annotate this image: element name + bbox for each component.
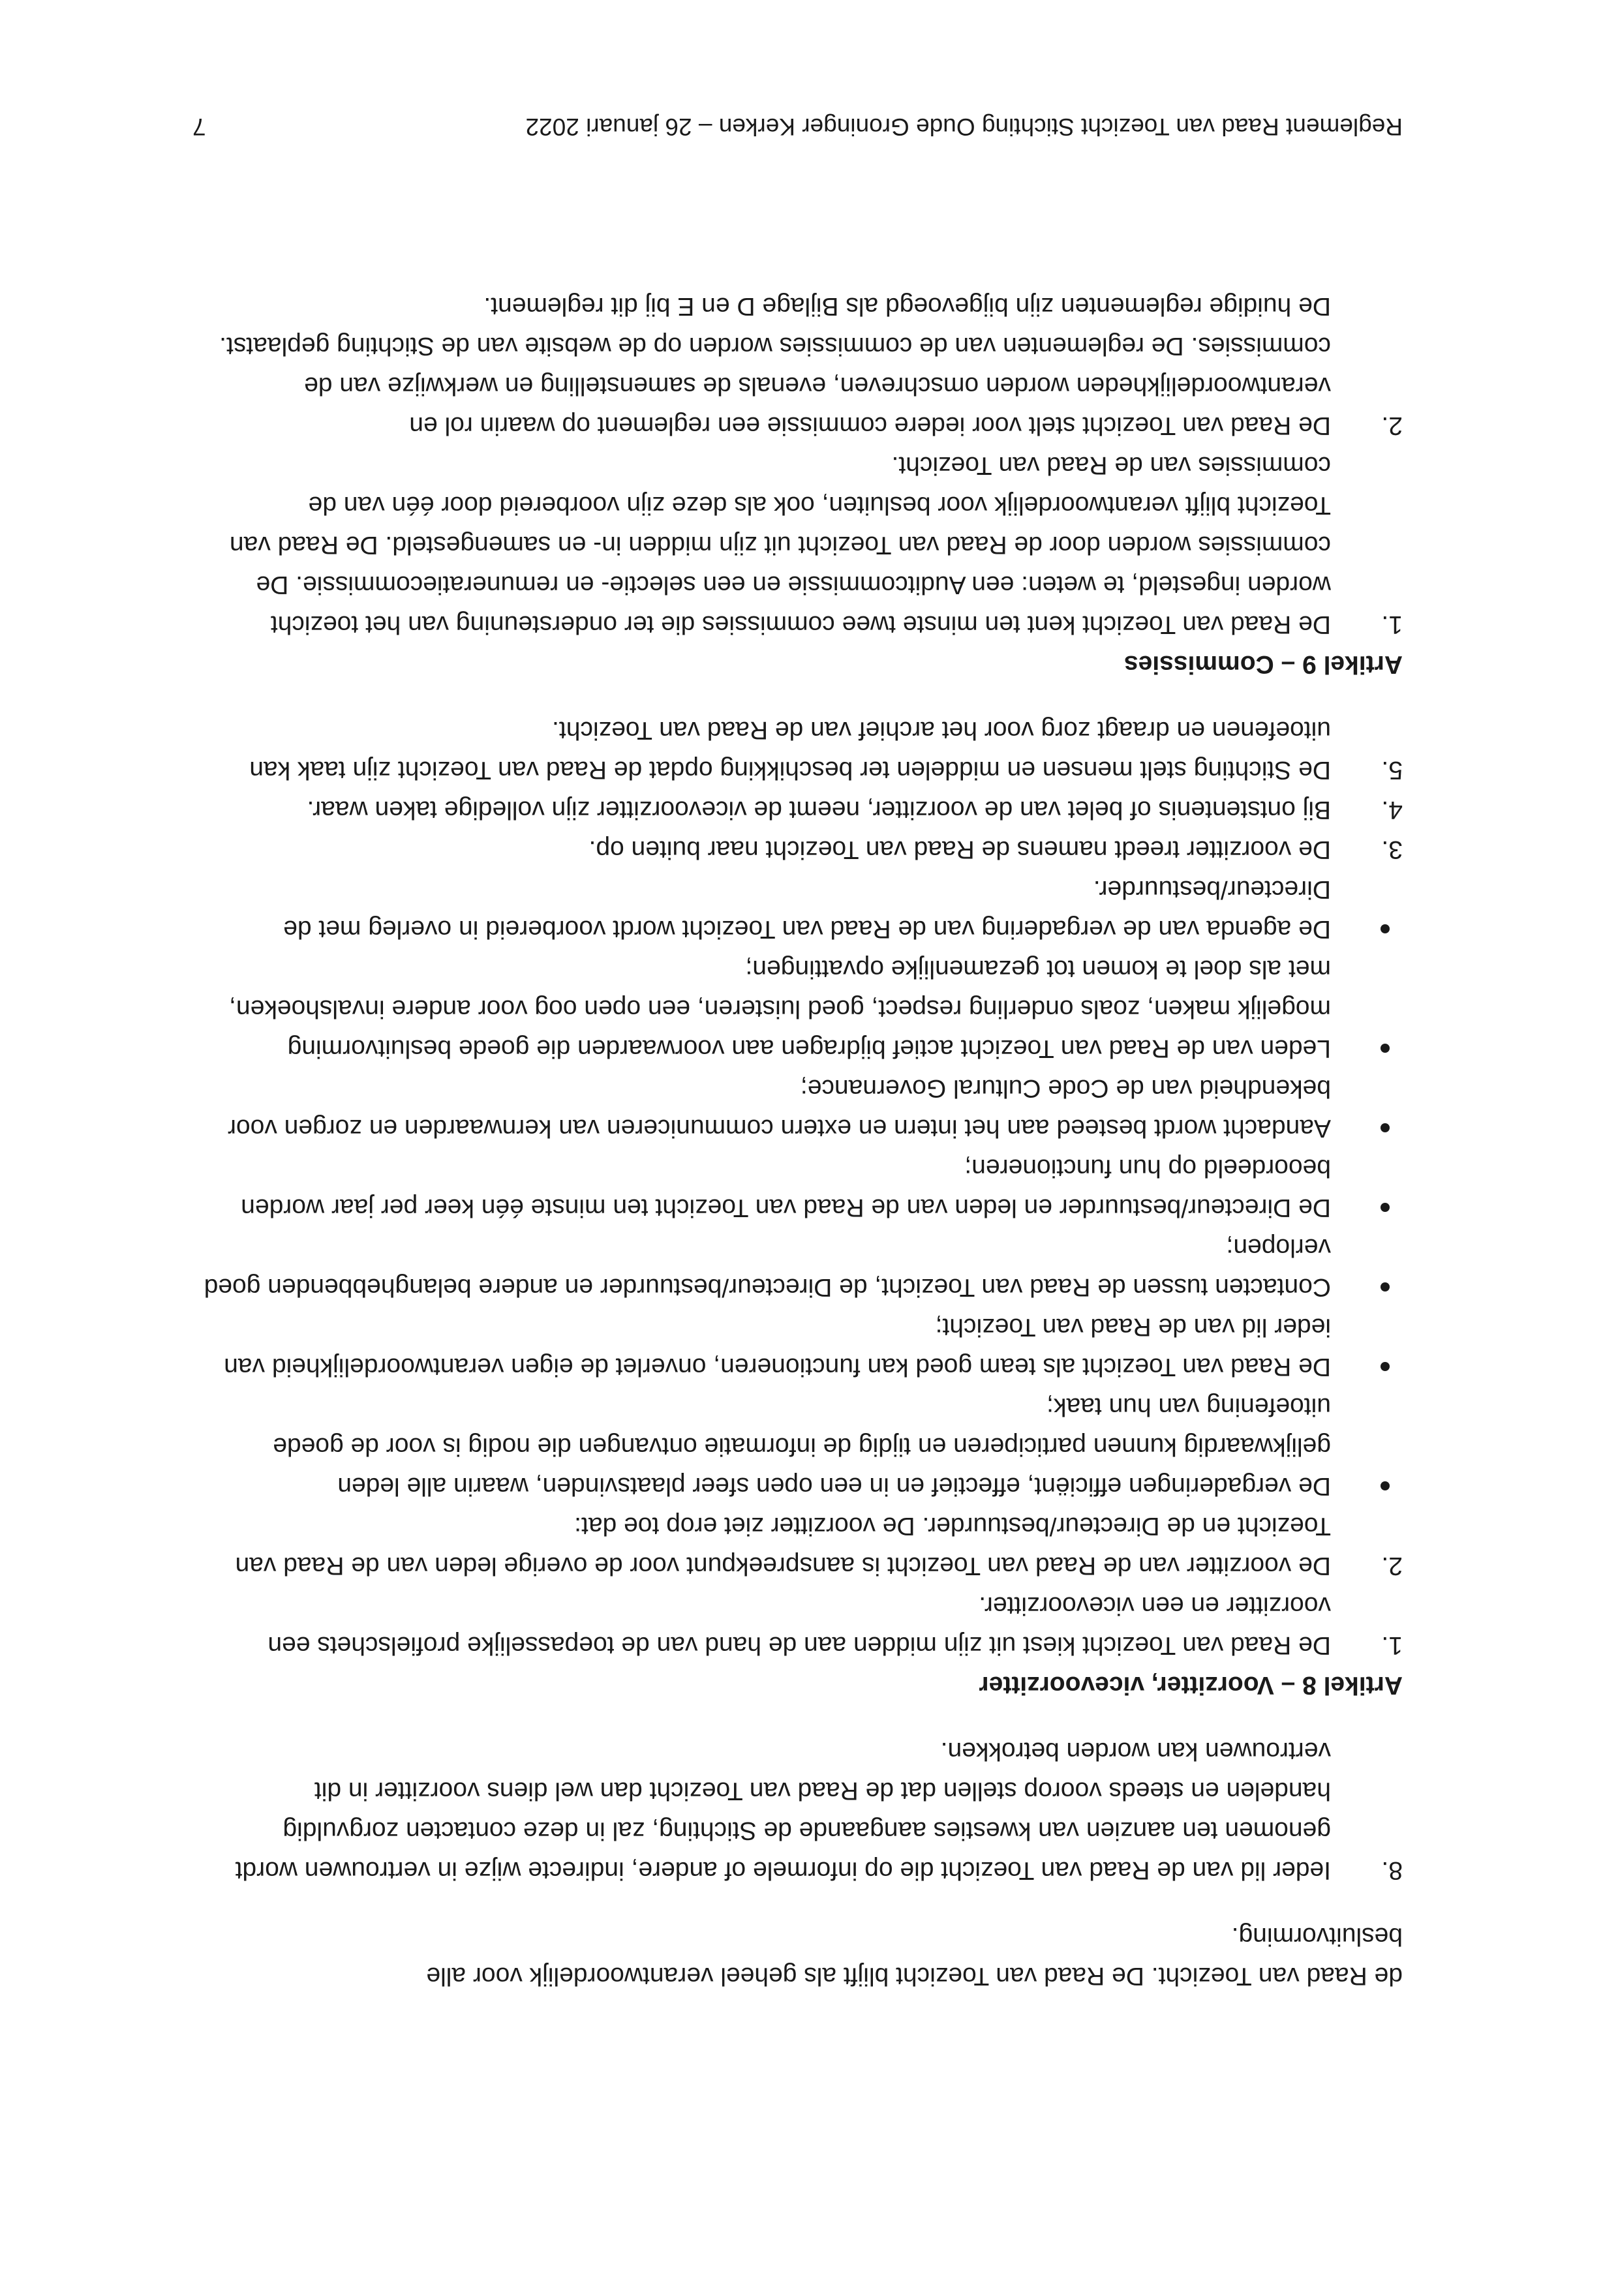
article-8-item-3 bbox=[192, 830, 1403, 869]
article-9-item-list bbox=[192, 286, 1403, 644]
bullet-icon bbox=[1331, 1387, 1403, 1506]
bullet-icon bbox=[1331, 1307, 1403, 1387]
item-text: De Raad van Toezicht kent ten minste twee commissies die ter ondersteuning van het toezicht worden ingesteld, te weten: een Auditcommissie en een selectie- en remuneratiecommissie. De commissies worden door de Raad van Toezicht uit zijn midden in- en samengesteld. De Raad van Toezicht blijft verantwoordelijk voor besluiten, ook als deze zijn voorbereid door één van de commissies van de Raad van Toezicht. bbox=[229, 451, 1331, 639]
bullet-text: Contacten tussen de Raad van Toezicht, de Directeur/bestuurder en andere belanghebbenden goed verlopen; bbox=[204, 1233, 1331, 1301]
bullet-icon bbox=[1331, 1068, 1403, 1148]
bullet-text: De Directeur/bestuurder en leden van de Raad van Toezicht ten minste één keer per jaar worden beoordeeld op hun functioneren; bbox=[241, 1154, 1331, 1222]
item-text: De voorzitter treedt namens de Raad van Toezicht naar buiten op. bbox=[588, 836, 1331, 864]
article-8-item-5 bbox=[192, 710, 1403, 790]
bullet-item bbox=[192, 1387, 1403, 1506]
bullet-item bbox=[192, 1307, 1403, 1387]
article-8-heading: Artikel 8 – Voorzitter, vicevoorzitter bbox=[979, 1671, 1403, 1699]
bullet-text: Leden van de Raad van Toezicht actief bijdragen aan voorwaarden die goede besluitvorming mogelijk maken, zoals onderling respect, goed luisteren, een open oog voor andere invalshoeken, met als doel te komen tot gezamenlijke opvattingen; bbox=[229, 955, 1331, 1063]
page-number: 7 bbox=[192, 113, 206, 140]
item-number: 5. bbox=[1381, 756, 1403, 784]
page-footer bbox=[192, 113, 1403, 140]
article-8-item-list bbox=[192, 1506, 1403, 1665]
item-text: Bij ontstentenis of belet van de voorzitter, neemt de vicevoorzitter zijn volledige taken waar. bbox=[307, 796, 1331, 824]
bullet-item bbox=[192, 1148, 1403, 1228]
bullet-text: De agenda van de vergadering van de Raad van Toezicht wordt voorbereid in overleg met de Directeur/bestuurder. bbox=[283, 875, 1331, 943]
article-8-item-1 bbox=[192, 1586, 1403, 1665]
item-number: 2. bbox=[1381, 412, 1403, 440]
bullet-item bbox=[192, 949, 1403, 1068]
item-text: Ieder lid van de Raad van Toezicht die op informele of andere, indirecte wijze in vertrouwen wordt genomen ten aanzien van kwesties aangaande de Stichting, zal in deze contacten zorgvuldig handelen en steeds voorop stellen dat de Raad van Toezicht dan wel diens voorzitter in dit vertrouwen kan worden betrokken. bbox=[235, 1737, 1331, 1884]
bullet-text: Aandacht wordt besteed aan het intern en extern communiceren van kernwaarden en zorgen voor bekendheid van de Code Cultural Governance; bbox=[227, 1074, 1331, 1142]
bullet-text: De Raad van Toezicht als team goed kan functioneren, onverlet de eigen verantwoordelijkheid van ieder lid van de Raad van Toezicht; bbox=[224, 1313, 1331, 1381]
item-number: 1. bbox=[1381, 611, 1403, 639]
item-number: 8. bbox=[1381, 1856, 1403, 1884]
bullet-item bbox=[192, 1068, 1403, 1148]
bullet-icon bbox=[1331, 1148, 1403, 1228]
bullet-item bbox=[192, 1228, 1403, 1307]
item-number: 1. bbox=[1381, 1631, 1403, 1659]
item-text: De voorzitter van de Raad van Toezicht is aanspreekpunt voor de overige leden van de Raad van Toezicht en de Directeur/bestuurder. De voorzitter ziet erop toe dat: bbox=[235, 1512, 1331, 1580]
item-text: De Stichting stelt mensen en middelen ter beschikking opdat de Raad van Toezicht zijn taak kan uitoefenen en draagt zorg voor het archief van de Raad van Toezicht. bbox=[249, 716, 1331, 784]
article-9-heading: Artikel 9 – Commissies bbox=[1123, 650, 1403, 678]
article-7-item-8 bbox=[192, 1731, 1403, 1890]
bullet-icon bbox=[1331, 869, 1403, 949]
item-text: De Raad van Toezicht kiest uit zijn midden aan de hand van de toepasselijke profielschets een voorzitter en een vicevoorzitter. bbox=[267, 1592, 1331, 1659]
intro-line-2: besluitvorming. bbox=[1231, 1922, 1403, 1950]
article-8-item-2 bbox=[192, 1506, 1403, 1586]
chair-duties-bullet-list bbox=[192, 869, 1403, 1506]
article-7-item-list bbox=[192, 1731, 1403, 1890]
article-9-item-1 bbox=[192, 446, 1403, 644]
item-number: 3. bbox=[1381, 836, 1403, 864]
bullet-text: De vergaderingen efficiënt, effectief en in een open sfeer plaatsvinden, waarin alle leden gelijkwaardig kunnen participeren en tijdig de informatie ontvangen die nodig is voor de goede uitoefening van hun taak; bbox=[273, 1393, 1331, 1500]
article-9-item-2 bbox=[192, 286, 1403, 446]
bullet-icon bbox=[1331, 949, 1403, 1068]
bullet-icon bbox=[1331, 1228, 1403, 1307]
item-number: 2. bbox=[1381, 1552, 1403, 1580]
item-text: De Raad van Toezicht stelt voor iedere commissie een reglement op waarin rol en verantwoordelijkheden worden omschreven, evenals de samenstelling en werkwijze van de commissies. De reglementen van de commissies worden op de website van de Stichting geplaatst. De huidige reglementen zijn bijgevoegd als Bijlage D en E bij dit reglement. bbox=[219, 292, 1331, 440]
bullet-item bbox=[192, 869, 1403, 949]
article-8-item-4 bbox=[192, 790, 1403, 830]
article-8-item-list-continued bbox=[192, 710, 1403, 869]
footer-title: Reglement Raad van Toezicht Stichting Oude Groninger Kerken – 26 januari 2022 bbox=[525, 113, 1403, 140]
item-number: 4. bbox=[1381, 796, 1403, 824]
intro-line-1: de Raad van Toezicht. De Raad van Toezicht blijft als geheel verantwoordelijk voor alle bbox=[426, 1962, 1403, 1990]
document-body bbox=[192, 286, 1403, 1996]
